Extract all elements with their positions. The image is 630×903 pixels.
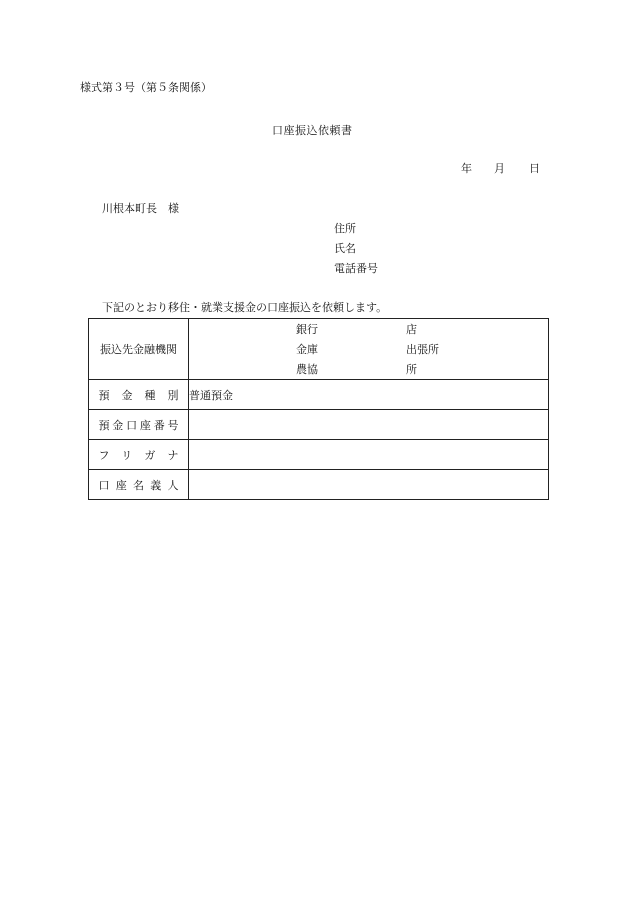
account-holder-row bbox=[89, 470, 549, 500]
intro-text: 下記のとおり移住・就業支援金の口座振込を依頼します。 bbox=[102, 301, 388, 314]
account-number-field[interactable] bbox=[189, 410, 549, 440]
form-number: 様式第３号（第５条関係） bbox=[80, 81, 212, 94]
date-day-label: 日 bbox=[529, 162, 540, 175]
account-holder-field[interactable] bbox=[189, 470, 549, 500]
applicant-name-label: 氏名 bbox=[334, 242, 356, 255]
addressee-honorific: 様 bbox=[168, 202, 179, 215]
branch-store: 店 bbox=[406, 323, 417, 336]
institution-shinkin: 金庫 bbox=[296, 343, 318, 356]
addressee-name: 川根本町長 bbox=[102, 202, 157, 215]
applicant-address-label: 住所 bbox=[334, 222, 356, 235]
account-number-row bbox=[89, 410, 549, 440]
bank-label: 振込先金融機関 bbox=[100, 343, 177, 356]
deposit-type-label-cell bbox=[89, 380, 189, 410]
branch-office: 所 bbox=[406, 363, 417, 376]
institution-bank: 銀行 bbox=[296, 323, 318, 336]
furigana-row bbox=[89, 440, 549, 470]
applicant-phone-label: 電話番号 bbox=[334, 262, 378, 275]
bank-label-cell bbox=[89, 319, 189, 380]
bank-options bbox=[189, 319, 548, 379]
bank-transfer-table bbox=[88, 318, 549, 500]
date-month-label: 月 bbox=[494, 162, 505, 175]
account-holder-label-cell bbox=[89, 470, 189, 500]
document-title: 口座振込依頼書 bbox=[272, 124, 353, 137]
account-number-label: 預金口座番号 bbox=[98, 418, 179, 432]
deposit-type-value[interactable]: 普通預金 bbox=[189, 380, 549, 410]
furigana-label-cell bbox=[89, 440, 189, 470]
furigana-label: フリガナ bbox=[98, 448, 179, 462]
branch-sub-office: 出張所 bbox=[406, 343, 439, 356]
bank-row bbox=[89, 319, 549, 380]
date-year-label: 年 bbox=[461, 162, 472, 175]
deposit-type-label: 預金種別 bbox=[98, 388, 179, 402]
deposit-type-row bbox=[89, 380, 549, 410]
account-number-label-cell bbox=[89, 410, 189, 440]
bank-value-cell[interactable] bbox=[189, 319, 549, 380]
account-holder-label: 口座名義人 bbox=[98, 478, 179, 492]
institution-ja: 農協 bbox=[296, 363, 318, 376]
furigana-field[interactable] bbox=[189, 440, 549, 470]
